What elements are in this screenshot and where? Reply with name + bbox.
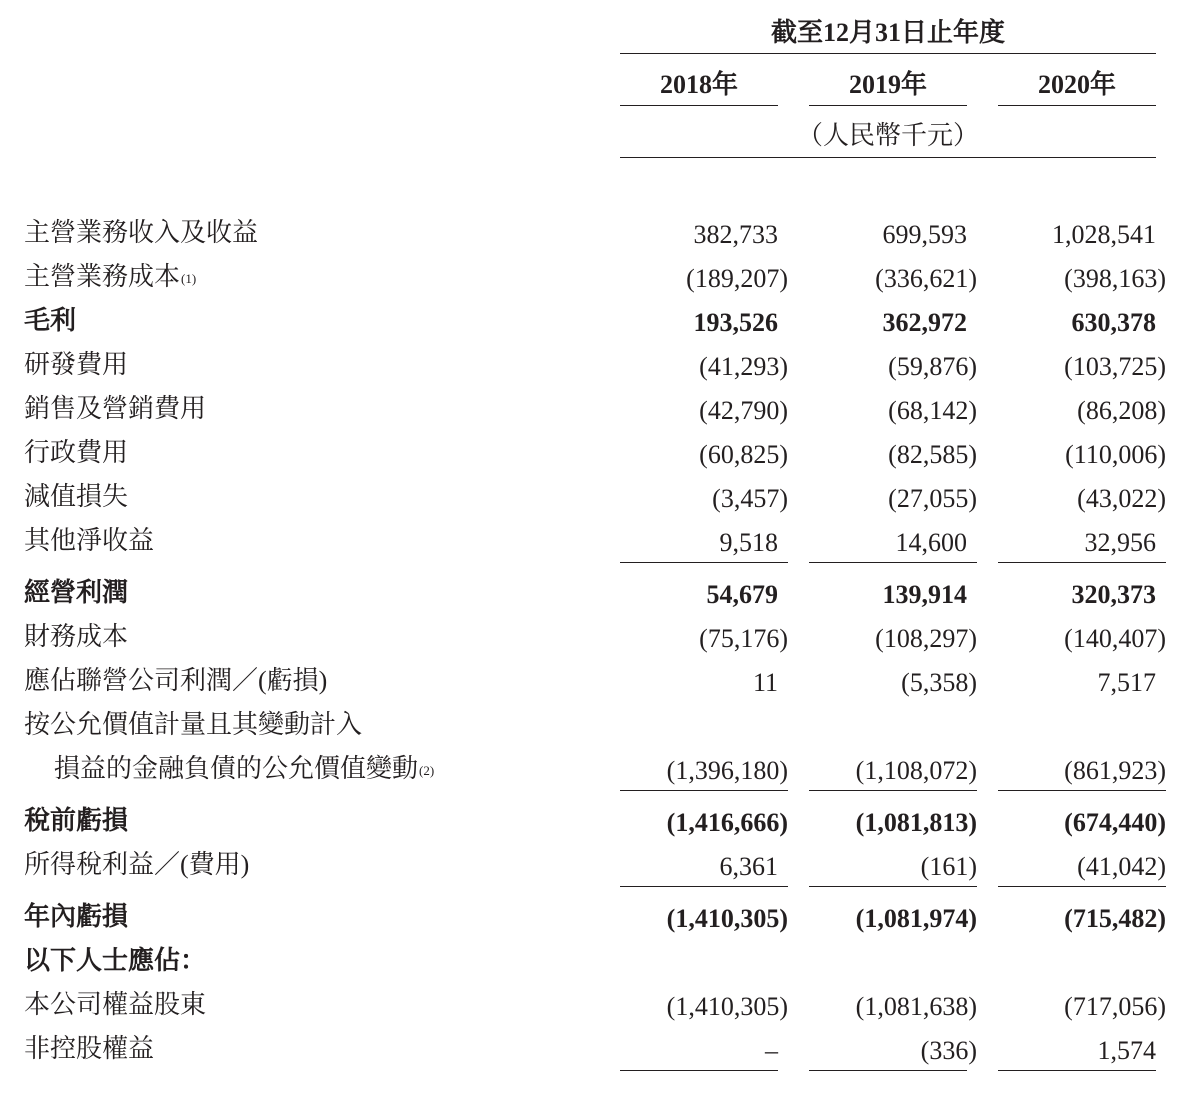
year-header-2019: 2019年 — [848, 70, 927, 99]
total-rule — [620, 1070, 778, 1071]
row-label: 按公允價值計量且其變動計入 — [24, 710, 363, 739]
row-label: 減值損失 — [24, 482, 129, 511]
row-label: 銷售及營銷費用 — [24, 394, 207, 423]
row-label: 行政費用 — [24, 438, 129, 467]
value-2018: (189,207) — [686, 264, 788, 293]
value-2018: (60,825) — [699, 440, 788, 469]
subtotal-rule — [620, 790, 788, 791]
subtotal-rule — [809, 562, 977, 563]
subtotal-rule — [998, 562, 1166, 563]
row-label-text: 主營業務成本 — [24, 262, 181, 291]
total-rule — [809, 1070, 967, 1071]
row-label: 年內虧損 — [24, 902, 129, 931]
value-2019: 14,600 — [895, 528, 967, 557]
row-label: 經營利潤 — [24, 578, 129, 607]
row-label: 財務成本 — [24, 622, 129, 651]
value-2018: 382,733 — [693, 220, 778, 249]
value-2019: 362,972 — [882, 308, 967, 337]
row-label: 主營業務收入及收益 — [24, 218, 259, 247]
value-2019: (5,358) — [901, 668, 977, 697]
value-2018: (1,410,305) — [666, 992, 788, 1021]
year-rule-2018 — [620, 105, 778, 106]
row-label: 本公司權益股東 — [24, 990, 207, 1019]
row-label: 非控股權益 — [24, 1034, 155, 1063]
value-2020: (715,482) — [1064, 904, 1166, 933]
value-2018: 6,361 — [719, 852, 778, 881]
row-label — [24, 262, 196, 292]
subtotal-rule — [998, 886, 1166, 887]
value-2019: (161) — [920, 852, 977, 881]
footnote-ref: (2) — [419, 763, 435, 778]
unit-rule — [620, 157, 1156, 158]
subtotal-rule — [809, 790, 977, 791]
row-label: 研發費用 — [24, 350, 129, 379]
value-2018: 11 — [752, 668, 778, 697]
value-2018: (3,457) — [712, 484, 788, 513]
year-header-2018: 2018年 — [659, 70, 738, 99]
value-2019: (336) — [920, 1036, 977, 1065]
header-rule — [620, 53, 1156, 54]
value-2020: 7,517 — [1097, 668, 1156, 697]
value-2018: 54,679 — [706, 580, 778, 609]
value-2020: 1,028,541 — [1052, 220, 1156, 249]
value-2020: 32,956 — [1084, 528, 1156, 557]
value-2019: (59,876) — [888, 352, 977, 381]
value-2019: (27,055) — [888, 484, 977, 513]
footnote-ref: (1) — [181, 271, 197, 286]
year-rule-2019 — [809, 105, 967, 106]
value-2020: 1,574 — [1097, 1036, 1156, 1065]
value-2018: – — [765, 1036, 778, 1065]
value-2020: (674,440) — [1064, 808, 1166, 837]
value-2019: (336,621) — [875, 264, 977, 293]
value-2020: (861,923) — [1064, 756, 1166, 785]
value-2020: (717,056) — [1064, 992, 1166, 1021]
value-2018: 193,526 — [693, 308, 778, 337]
row-label-text: 損益的金融負債的公允價值變動 — [54, 754, 419, 783]
value-2019: (1,081,974) — [855, 904, 977, 933]
subtotal-rule — [620, 886, 788, 887]
row-label: 應佔聯營公司利潤／(虧損) — [24, 666, 328, 695]
value-2019: (68,142) — [888, 396, 977, 425]
value-2018: 9,518 — [719, 528, 778, 557]
value-2019: 139,914 — [882, 580, 967, 609]
subtotal-rule — [620, 562, 788, 563]
value-2020: (41,042) — [1077, 852, 1166, 881]
row-label: 毛利 — [24, 306, 77, 335]
value-2020: (140,407) — [1064, 624, 1166, 653]
value-2020: 320,373 — [1071, 580, 1156, 609]
value-2020: (110,006) — [1065, 440, 1166, 469]
value-2019: (82,585) — [888, 440, 977, 469]
row-label: 其他淨收益 — [24, 526, 155, 555]
value-2018: (1,396,180) — [666, 756, 788, 785]
period-header: 截至12月31日止年度 — [770, 18, 1005, 47]
value-2018: (41,293) — [699, 352, 788, 381]
value-2019: (1,081,813) — [855, 808, 977, 837]
value-2018: (75,176) — [699, 624, 788, 653]
value-2020: (43,022) — [1077, 484, 1166, 513]
value-2019: 699,593 — [882, 220, 967, 249]
unit-header: （人民幣千元） — [796, 121, 979, 150]
value-2020: (398,163) — [1064, 264, 1166, 293]
value-2020: (103,725) — [1064, 352, 1166, 381]
value-2020: 630,378 — [1071, 308, 1156, 337]
subtotal-rule — [809, 886, 977, 887]
value-2019: (1,108,072) — [855, 756, 977, 785]
value-2019: (1,081,638) — [855, 992, 977, 1021]
subtotal-rule — [998, 790, 1166, 791]
value-2018: (1,416,666) — [666, 808, 788, 837]
row-label: 稅前虧損 — [24, 806, 129, 835]
row-label: 所得稅利益／(費用) — [24, 850, 250, 879]
year-rule-2020 — [998, 105, 1156, 106]
value-2018: (1,410,305) — [666, 904, 788, 933]
value-2018: (42,790) — [699, 396, 788, 425]
total-rule — [998, 1070, 1156, 1071]
year-header-2020: 2020年 — [1037, 70, 1116, 99]
value-2020: (86,208) — [1077, 396, 1166, 425]
row-label: 以下人士應佔： — [24, 946, 207, 975]
value-2019: (108,297) — [875, 624, 977, 653]
row-label — [54, 754, 434, 784]
